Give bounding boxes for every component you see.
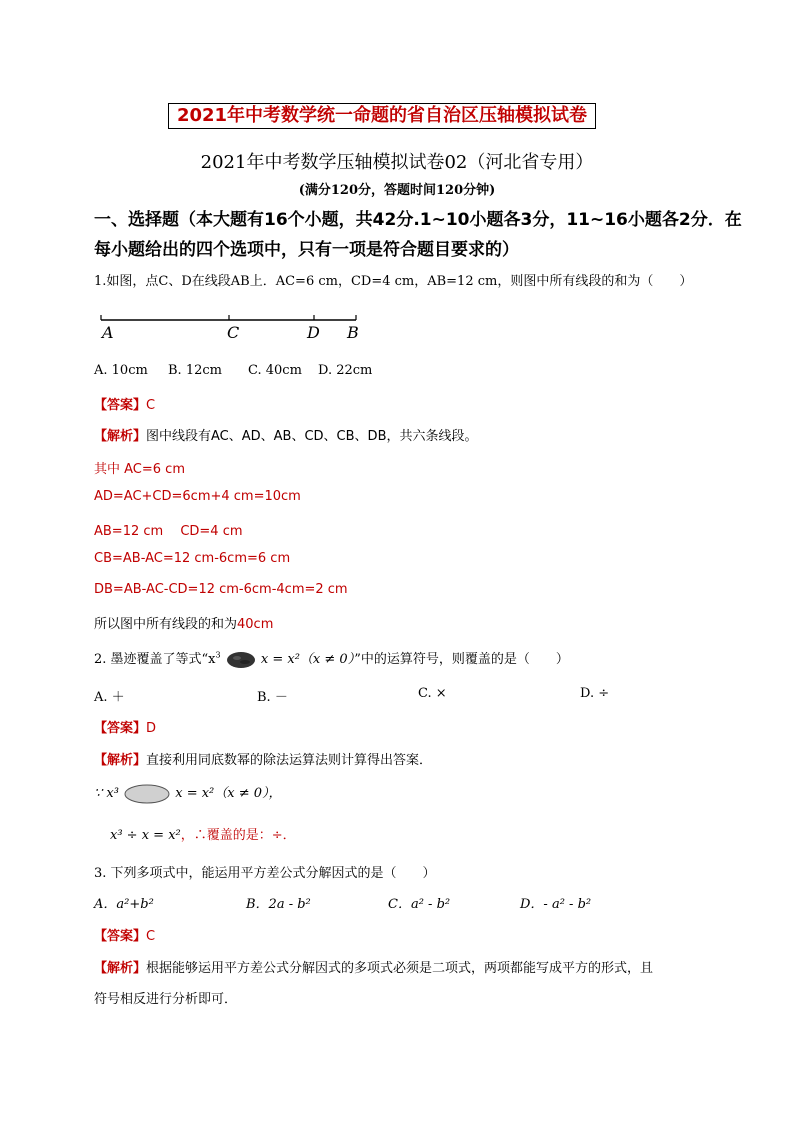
- q2-because-line: [94, 782, 282, 804]
- q2-stem-suffix: ”中的运算符号，则覆盖的是（ ）: [354, 652, 569, 667]
- q1-work-line-2: AD=AC+CD=6cm+4 cm=10cm: [94, 489, 301, 504]
- ink-blot-icon: [225, 651, 257, 669]
- section-heading-line1: 一、选择题（本大题有16个小题，共42分.1~10小题各3分，11~16小题各2分．在: [94, 210, 742, 230]
- q2-stem-prefix: 2. 墨迹覆盖了等式“x: [94, 652, 216, 667]
- q3-option-d: D．- a² - b²: [520, 897, 592, 912]
- q3-analysis-line-1: [94, 957, 653, 976]
- q2-option-b: B. －: [257, 690, 288, 705]
- q1-analysis: [94, 425, 477, 444]
- result-tail: ，∴覆盖的是：÷．: [180, 828, 296, 843]
- q1-answer: [94, 394, 155, 413]
- q1-work-line-3: AB=12 cm CD=4 cm: [94, 524, 243, 539]
- q3-option-a: A．a²+b²: [94, 897, 154, 912]
- analysis-text: 图中线段有AC、AD、AB、CD、CB、DB，共六条线段。: [146, 429, 478, 444]
- q2-analysis: [94, 749, 432, 768]
- q1-option-b: B. 12cm: [168, 363, 222, 378]
- q1-option-d: D. 22cm: [318, 363, 373, 378]
- question-3-stem: 3. 下列多项式中，能运用平方差公式分解因式的是（ ）: [94, 866, 436, 881]
- covered-symbol-oval-icon: [123, 784, 171, 804]
- q1-work-line-4: CB=AB-AC=12 cm-6cm=6 cm: [94, 551, 291, 566]
- exam-series-banner: 2021年中考数学统一命题的省自治区压轴模拟试卷: [168, 103, 596, 129]
- question-2-stem: 2. 墨迹覆盖了等式“$x^3$ x = x²（x ≠ 0）”中的运算符号，则覆盖的是（ ）: [94, 650, 569, 667]
- result-equation: x³ ÷ x = x²: [110, 828, 181, 843]
- q2-result-line: [110, 824, 296, 843]
- q1-conclusion: [94, 613, 273, 632]
- answer-value: C: [146, 398, 156, 413]
- exam-instructions: (满分120分，答题时间120分钟): [298, 183, 496, 198]
- page-title: 2021年中考数学压轴模拟试卷02（河北省专用）: [200, 152, 594, 173]
- q3-answer: [94, 925, 155, 944]
- question-1-stem: 1.如图，点C、D在线段AB上．AC=6 cm，CD=4 cm，AB=12 cm，则图中所有线段的和为（ ）: [94, 274, 693, 289]
- conclusion-value: 40cm: [237, 617, 274, 632]
- q2-option-a: A. ＋: [94, 690, 125, 705]
- answer-value: D: [146, 721, 157, 736]
- answer-tag: 【答案】: [94, 929, 147, 944]
- q1-work-line-5: DB=AB-AC-CD=12 cm-6cm-4cm=2 cm: [94, 582, 348, 597]
- conclusion-text: 所以图中所有线段的和为: [94, 617, 238, 632]
- q1-work-line-1: 其中 AC=6 cm: [94, 462, 185, 477]
- answer-tag: 【答案】: [94, 398, 147, 413]
- q2-answer: [94, 717, 156, 736]
- point-label-d: D: [307, 323, 320, 342]
- analysis-text: 根据能够运用平方差公式分解因式的多项式必须是二项式，两项都能写成平方的形式，且: [146, 961, 654, 976]
- q2-option-c: C. ×: [418, 686, 447, 701]
- q3-analysis-line-2: 符号相反进行分析即可．: [94, 992, 238, 1007]
- because-suffix: x = x²（x ≠ 0），: [175, 786, 282, 801]
- q1-option-a: A. 10cm: [94, 363, 148, 378]
- line-segment-figure: [94, 306, 374, 346]
- q1-option-c: C. 40cm: [248, 363, 302, 378]
- section-heading-line2: 每小题给出的四个选项中，只有一项是符合题目要求的）: [94, 240, 519, 260]
- point-label-b: B: [347, 323, 359, 342]
- point-label-c: C: [227, 323, 240, 342]
- because-prefix: ∵ x³: [94, 786, 119, 801]
- point-label-a: A: [102, 323, 114, 342]
- q2-stem-equation: x = x²（x ≠ 0）: [260, 652, 355, 667]
- q3-option-c: C．a² - b²: [388, 897, 451, 912]
- analysis-tag: 【解析】: [94, 961, 147, 976]
- answer-tag: 【答案】: [94, 721, 147, 736]
- q3-option-b: B．2a - b²: [246, 897, 311, 912]
- answer-value: C: [146, 929, 156, 944]
- analysis-tag: 【解析】: [94, 753, 147, 768]
- analysis-text: 直接利用同底数幂的除法运算法则计算得出答案．: [146, 753, 433, 768]
- q2-option-d: D. ÷: [580, 686, 610, 701]
- analysis-tag: 【解析】: [94, 429, 147, 444]
